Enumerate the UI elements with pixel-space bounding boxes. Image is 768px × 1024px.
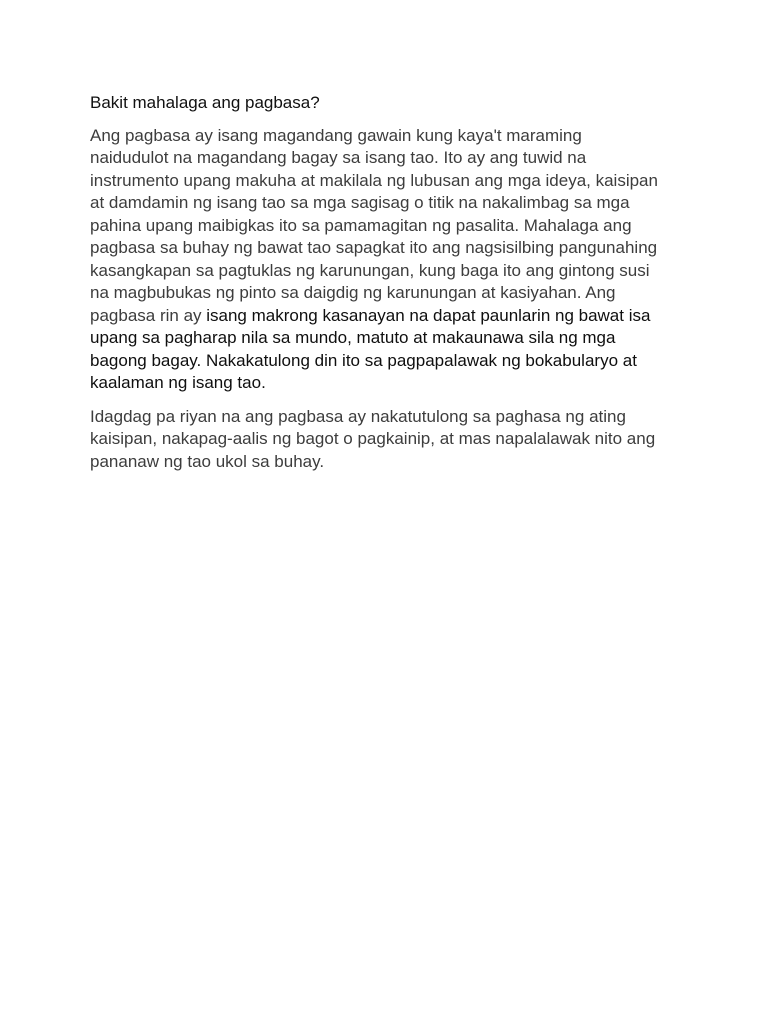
paragraph-1-line: naidudulot na magandang bagay sa isang tao. Ito ay ang tuwid na [90, 148, 587, 167]
mixed-line-start: pagbasa rin ay [90, 305, 207, 325]
document-title: Bakit mahalaga ang pagbasa? [90, 93, 320, 112]
paragraph-1-line: kasangkapan sa pagtuklas ng karunungan, kung baga ito ang gintong susi [90, 260, 650, 280]
paragraph-1-line: at damdamin ng isang tao sa mga sagisag o titik na nakalimbag sa mga [90, 193, 630, 212]
paragraph-1 [90, 125, 690, 395]
paragraph-2 [90, 406, 690, 474]
paragraph-1-mixed-line [90, 305, 690, 328]
paragraph-2-line: pananaw ng tao ukol sa buhay. [90, 451, 325, 471]
paragraph-1-line: pahina upang maibigkas ito sa pamamagitan ng pasalita. Mahalaga ang [90, 215, 632, 235]
paragraph-1-line: upang sa pagharap nila sa mundo, matuto at makaunawa sila ng mga [90, 328, 616, 347]
mixed-line-end: isang makrong kasanayan na dapat paunlarin ng bawat isa [206, 305, 651, 325]
paragraph-1-line: instrumento upang makuha at makilala ng lubusan ang mga ideya, kaisipan [90, 170, 658, 190]
paragraph-1-line: kaalaman ng isang tao. [90, 373, 266, 392]
paragraph-1-line: pagbasa sa buhay ng bawat tao sapagkat ito ang nagsisilbing pangunahing [90, 238, 658, 257]
paragraph-1-line: na magbubukas ng pinto sa daigdig ng karunungan at kasiyahan. Ang [90, 283, 616, 302]
paragraph-1-line: Ang pagbasa ay isang magandang gawain kung kaya't maraming [90, 125, 582, 145]
paragraph-1-line: bagong bagay. Nakakatulong din ito sa pagpapalawak ng bokabularyo at [90, 350, 637, 370]
paragraph-2-line: Idagdag pa riyan na ang pagbasa ay nakatutulong sa paghasa ng ating [90, 406, 626, 426]
paragraph-2-line: kaisipan, nakapag-aalis ng bagot o pagkainip, at mas napalalawak nito ang [90, 429, 656, 448]
document-body [90, 92, 690, 484]
